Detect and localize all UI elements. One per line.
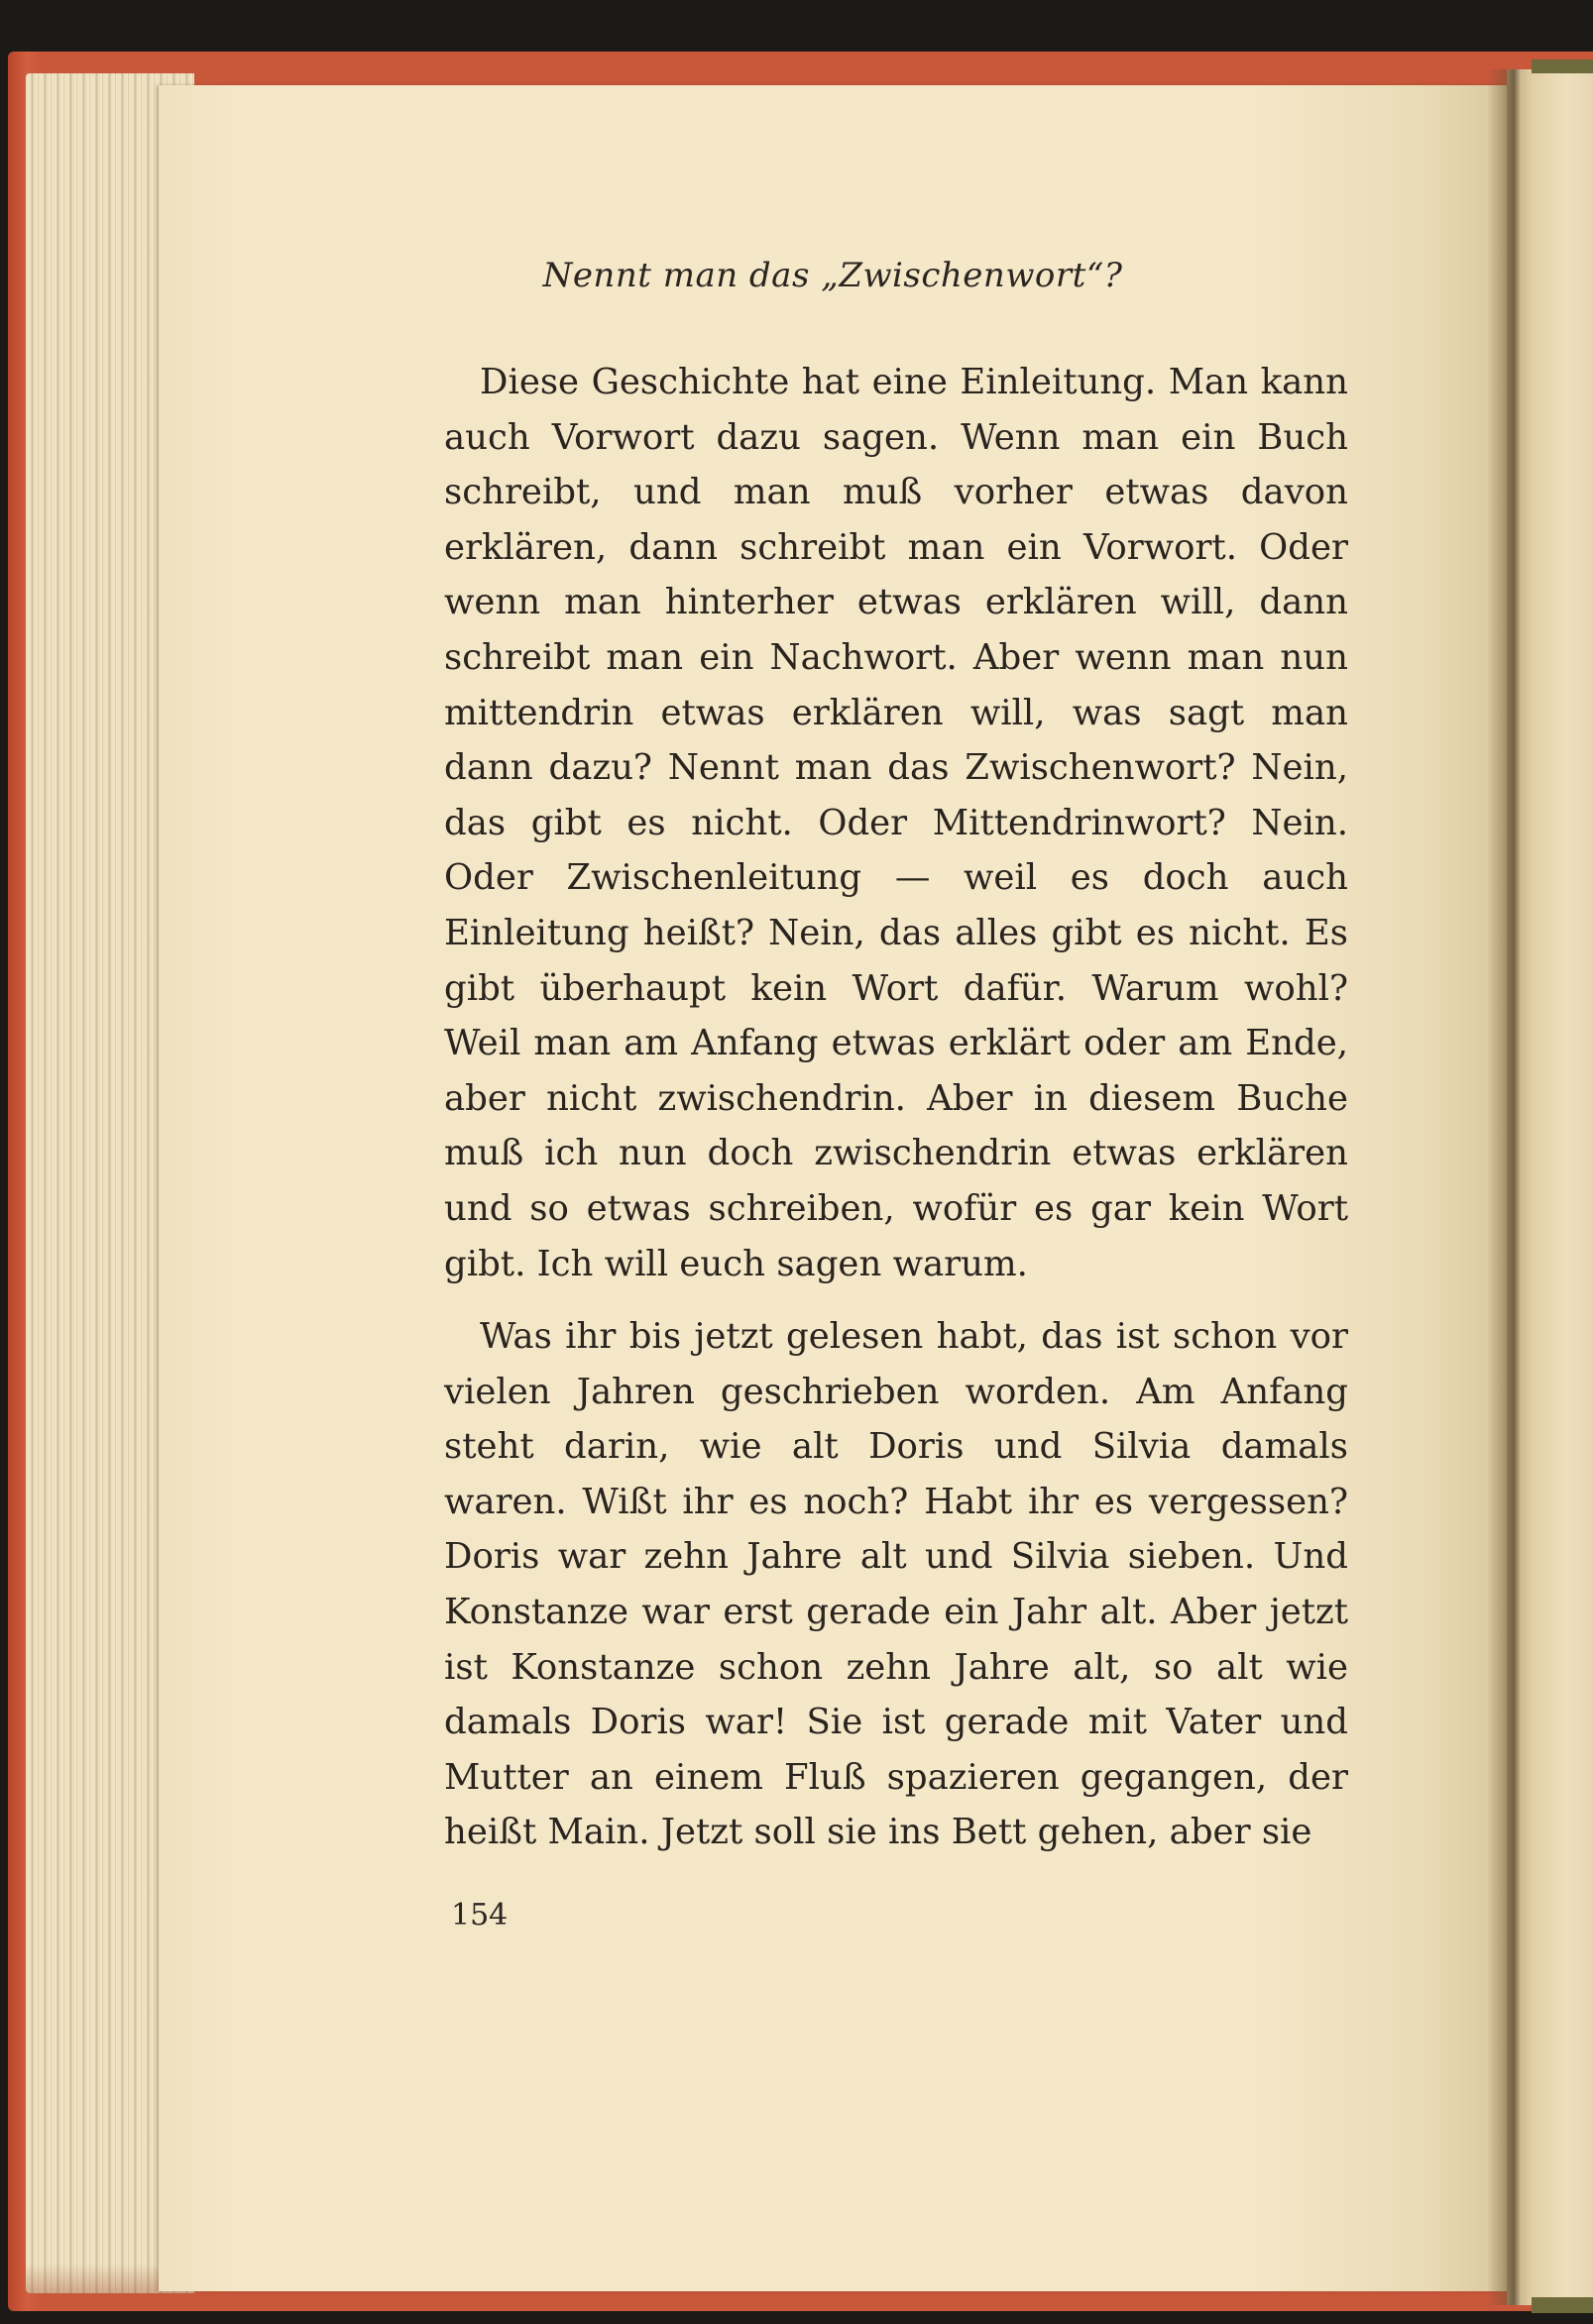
paragraph: Was ihr bis jetzt gelesen habt, das ist schon vor vielen Jahren geschrieben worden. Am Anfang steht darin, wie alt Doris und Silvia damals waren. Wißt ihr es noch? Habt ihr es vergessen? Doris war zehn Jahre alt und Silvia sieben. Und Konstanze war erst gerade ein Jahr alt. Aber jetzt ist Konstanze schon zehn Jahre alt, so alt wie damals Doris war! Sie ist gerade mit Vater und Mutter an einem Fluß spazieren gegangen, der heißt Main. Jetzt soll sie ins Bett gehen, aber sie (444, 1316, 1348, 1853)
facing-cover-top (1532, 59, 1593, 73)
body-text (444, 355, 1348, 1860)
paragraph: Diese Geschichte hat eine Einleitung. Man kann auch Vorwort dazu sagen. Wenn man ein Buch schreibt, und man muß vorher etwas davon erklären, dann schreibt man ein Vorwort. Oder wenn man hinterher etwas erklären will, dann schreibt man ein Nachwort. Aber wenn man nun mittendrin etwas erklären will, was sagt man dann dazu? Nennt man das Zwischenwort? Nein, das gibt es nicht. Oder Mittendrinwort? Nein. Oder Zwischenleitung — weil es doch auch Einleitung heißt? Nein, das alles gibt es nicht. Es gibt überhaupt kein Wort dafür. Warum wohl? Weil man am Anfang etwas erklärt oder am Ende, aber nicht zwischendrin. Aber in diesem Buche muß ich nun doch zwischendrin etwas erklären und so etwas schreiben, wofür es gar kein Wort gibt. Ich will euch sagen warum. (444, 362, 1348, 1284)
book-gutter (1487, 69, 1521, 2305)
facing-cover-bottom (1532, 2297, 1593, 2313)
page-number: 154 (451, 1898, 509, 1933)
running-head: Nennt man das „Zwischenwort“? (542, 256, 1123, 295)
